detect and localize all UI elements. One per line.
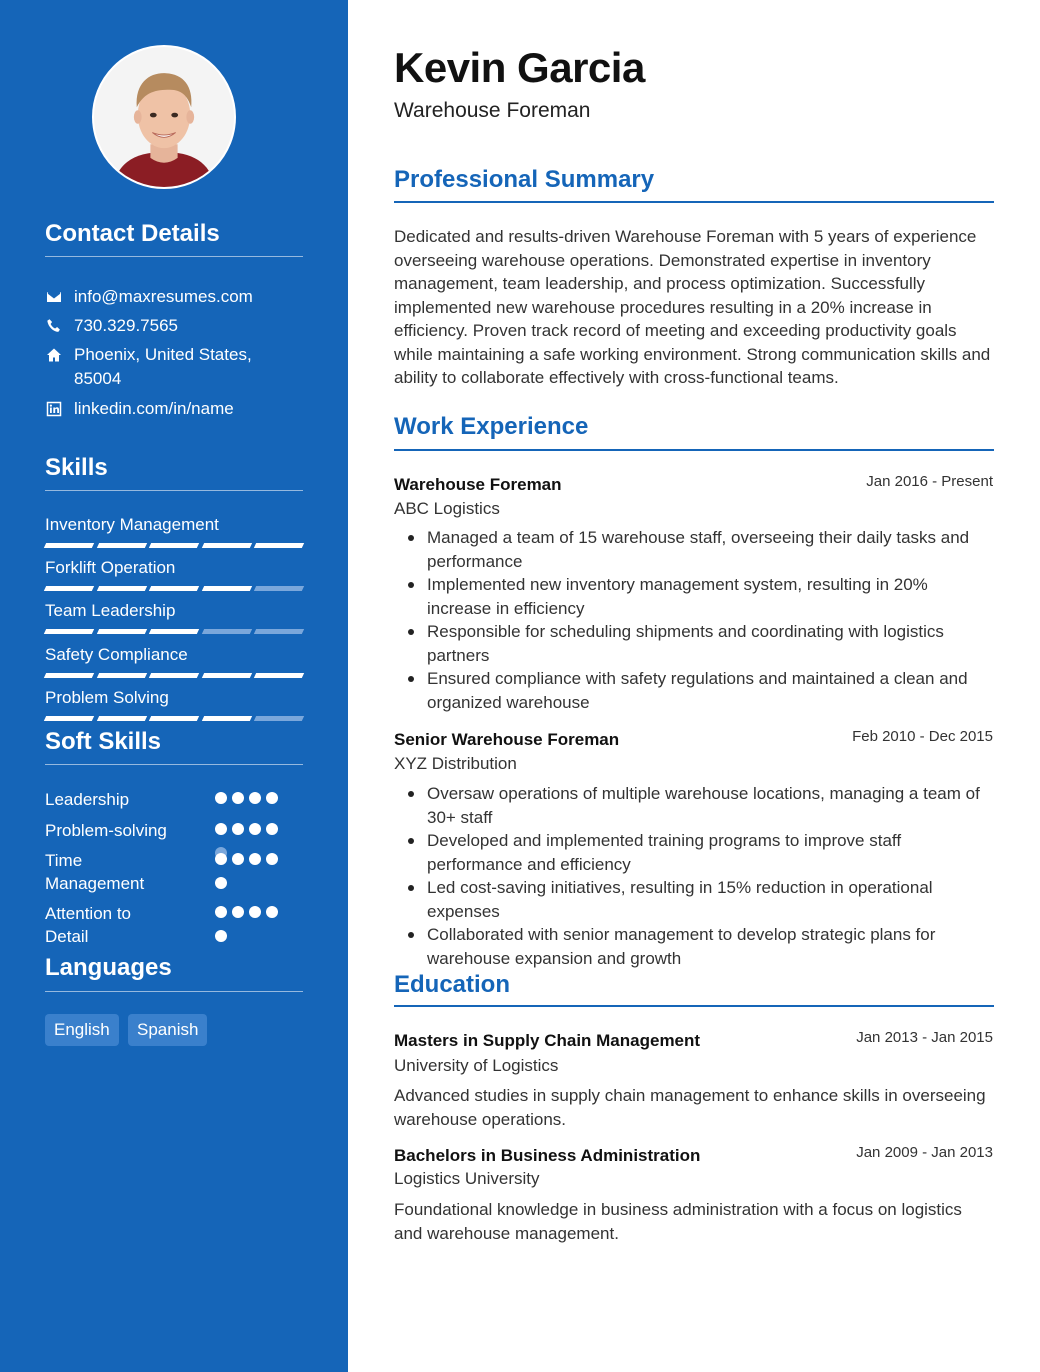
education-section-title: Education <box>394 971 511 998</box>
phone-icon <box>45 314 63 338</box>
soft-skills-divider <box>45 764 303 765</box>
skills-section-title: Skills <box>45 454 108 481</box>
contact-email-text: info@maxresumes.com <box>74 287 253 306</box>
job-bullets <box>394 782 994 970</box>
rating-dot-filled <box>215 930 227 942</box>
skill-segment-filled <box>96 716 146 721</box>
education-school: University of Logistics <box>394 1056 559 1075</box>
rating-dot-filled <box>249 906 261 918</box>
rating-dot-filled <box>232 853 244 865</box>
skill-item <box>45 557 303 591</box>
rating-dot-filled <box>266 906 278 918</box>
job-bullet: Collaborated with senior management to develop strategic plans for warehouse expansion and growth <box>394 923 994 970</box>
job-dates: Jan 2016 - Present <box>866 473 993 490</box>
contact-address <box>45 343 303 391</box>
job-role: Warehouse Foreman <box>394 475 562 494</box>
avatar <box>92 45 236 189</box>
skill-level-bar <box>45 673 303 678</box>
job-bullets <box>394 526 994 714</box>
language-chip-spanish: Spanish <box>128 1014 207 1046</box>
experience-divider <box>394 449 994 451</box>
job-bullet: Responsible for scheduling shipments and coordinating with logistics partners <box>394 620 994 667</box>
rating-dot-filled <box>232 792 244 804</box>
education-degree: Bachelors in Business Administration <box>394 1146 701 1165</box>
summary-divider <box>394 201 994 203</box>
contact-email[interactable] <box>45 285 303 309</box>
job-bullet: Implemented new inventory management system, resulting in 20% increase in efficiency <box>394 573 994 620</box>
candidate-name: Kevin Garcia <box>394 44 645 91</box>
skill-segment-filled <box>96 543 146 548</box>
skill-segment-filled <box>44 629 94 634</box>
rating-dot-filled <box>249 823 261 835</box>
soft-skill-name: Attention to Detail <box>45 904 132 946</box>
job-bullet: Ensured compliance with safety regulations and maintained a clean and organized warehouse <box>394 667 994 714</box>
skill-item <box>45 514 303 548</box>
skill-segment-filled <box>44 673 94 678</box>
job-bullet: Led cost-saving initiatives, resulting in 15% reduction in operational expenses <box>394 876 994 923</box>
skill-segment-filled <box>254 673 304 678</box>
contact-phone-text: 730.329.7565 <box>74 316 178 335</box>
skill-item <box>45 600 303 634</box>
education-description: Foundational knowledge in business administration with a focus on logistics and warehouse management. <box>394 1200 962 1243</box>
rating-dot-filled <box>266 853 278 865</box>
contact-phone[interactable] <box>45 314 303 338</box>
contact-address-text: Phoenix, United States, 85004 <box>74 345 252 388</box>
job-dates: Feb 2010 - Dec 2015 <box>852 728 993 745</box>
skill-segment-empty <box>254 586 304 591</box>
soft-skills-section-title: Soft Skills <box>45 728 162 755</box>
skill-segment-filled <box>149 716 199 721</box>
skill-name: Forklift Operation <box>45 558 176 577</box>
skill-item <box>45 687 303 721</box>
skill-segment-empty <box>202 629 252 634</box>
skill-name: Team Leadership <box>45 601 176 620</box>
languages-section-title: Languages <box>45 954 172 981</box>
rating-dot-filled <box>249 792 261 804</box>
contact-linkedin-text: linkedin.com/in/name <box>74 399 234 418</box>
job-bullet: Managed a team of 15 warehouse staff, overseeing their daily tasks and performance <box>394 526 994 573</box>
summary-text: Dedicated and results-driven Warehouse Foreman with 5 years of experience overseeing warehouse operations. Demonstrated expertise in inventory management, team leadership, and process optimization. Successfully implemented new warehouse procedures resulting in a 20% increase in efficiency. Proven track record of meeting and exceeding productivity goals while maintaining a safe working environment. Strong communication skills and ability to collaborate effectively with cross-functional teams. <box>394 227 991 387</box>
job-company: ABC Logistics <box>394 499 500 518</box>
skill-segment-filled <box>44 543 94 548</box>
soft-skill-name: Leadership <box>45 790 130 809</box>
skill-segment-filled <box>254 543 304 548</box>
summary-section-title: Professional Summary <box>394 166 655 193</box>
rating-dot-filled <box>232 823 244 835</box>
rating-dot-filled <box>266 823 278 835</box>
job-company: XYZ Distribution <box>394 754 517 773</box>
skill-segment-filled <box>149 586 199 591</box>
skill-segment-empty <box>254 629 304 634</box>
job-bullet: Oversaw operations of multiple warehouse locations, managing a team of 30+ staff <box>394 782 994 829</box>
main-content <box>348 0 1040 1372</box>
rating-dot-filled <box>215 877 227 889</box>
rating-dot-filled <box>232 906 244 918</box>
education-school: Logistics University <box>394 1169 540 1188</box>
skill-level-bar <box>45 586 303 591</box>
education-degree: Masters in Supply Chain Management <box>394 1031 701 1050</box>
contact-section-title: Contact Details <box>45 220 220 247</box>
linkedin-icon <box>45 397 63 421</box>
skills-divider <box>45 490 303 491</box>
skill-segment-filled <box>96 586 146 591</box>
language-chip-english: English <box>45 1014 119 1046</box>
skill-segment-filled <box>44 586 94 591</box>
job-role: Senior Warehouse Foreman <box>394 730 620 749</box>
experience-section-title: Work Experience <box>394 413 589 440</box>
rating-dot-filled <box>266 792 278 804</box>
skill-segment-filled <box>44 716 94 721</box>
skill-segment-filled <box>96 629 146 634</box>
skill-segment-filled <box>149 673 199 678</box>
rating-dot-filled <box>249 853 261 865</box>
skill-segment-filled <box>149 629 199 634</box>
skill-level-bar <box>45 629 303 634</box>
soft-skill-item <box>45 902 303 948</box>
home-icon <box>45 343 63 367</box>
skill-name: Problem Solving <box>45 688 169 707</box>
rating-dot-filled <box>215 853 227 865</box>
rating-dot-filled <box>215 906 227 918</box>
languages-divider <box>45 991 303 992</box>
education-divider <box>394 1005 994 1007</box>
skill-level-bar <box>45 543 303 548</box>
rating-dot-filled <box>215 823 227 835</box>
skill-level-bar <box>45 716 303 721</box>
contact-divider <box>45 256 303 257</box>
person-photo-icon <box>94 47 234 187</box>
skill-name: Safety Compliance <box>45 645 188 664</box>
skill-segment-filled <box>202 673 252 678</box>
skill-segment-filled <box>96 673 146 678</box>
sidebar <box>0 0 348 1372</box>
job-bullet: Developed and implemented training programs to improve staff performance and efficiency <box>394 829 994 876</box>
soft-skill-item <box>45 819 303 842</box>
education-dates: Jan 2009 - Jan 2013 <box>856 1144 993 1161</box>
soft-skill-item <box>45 788 303 811</box>
candidate-title: Warehouse Foreman <box>394 99 591 122</box>
soft-skill-name: Time Management <box>45 851 145 893</box>
skill-segment-filled <box>202 716 252 721</box>
education-dates: Jan 2013 - Jan 2015 <box>856 1029 993 1046</box>
skill-segment-filled <box>202 543 252 548</box>
soft-skill-name: Problem-solving <box>45 821 167 840</box>
contact-linkedin[interactable] <box>45 397 303 421</box>
rating-dot-filled <box>215 792 227 804</box>
skill-segment-empty <box>254 716 304 721</box>
education-description: Advanced studies in supply chain management to enhance skills in overseeing warehouse operations. <box>394 1086 986 1129</box>
soft-skill-item <box>45 849 303 895</box>
skill-item <box>45 644 303 678</box>
skill-segment-filled <box>149 543 199 548</box>
skill-name: Inventory Management <box>45 515 219 534</box>
envelope-icon <box>45 285 63 309</box>
skill-segment-filled <box>202 586 252 591</box>
